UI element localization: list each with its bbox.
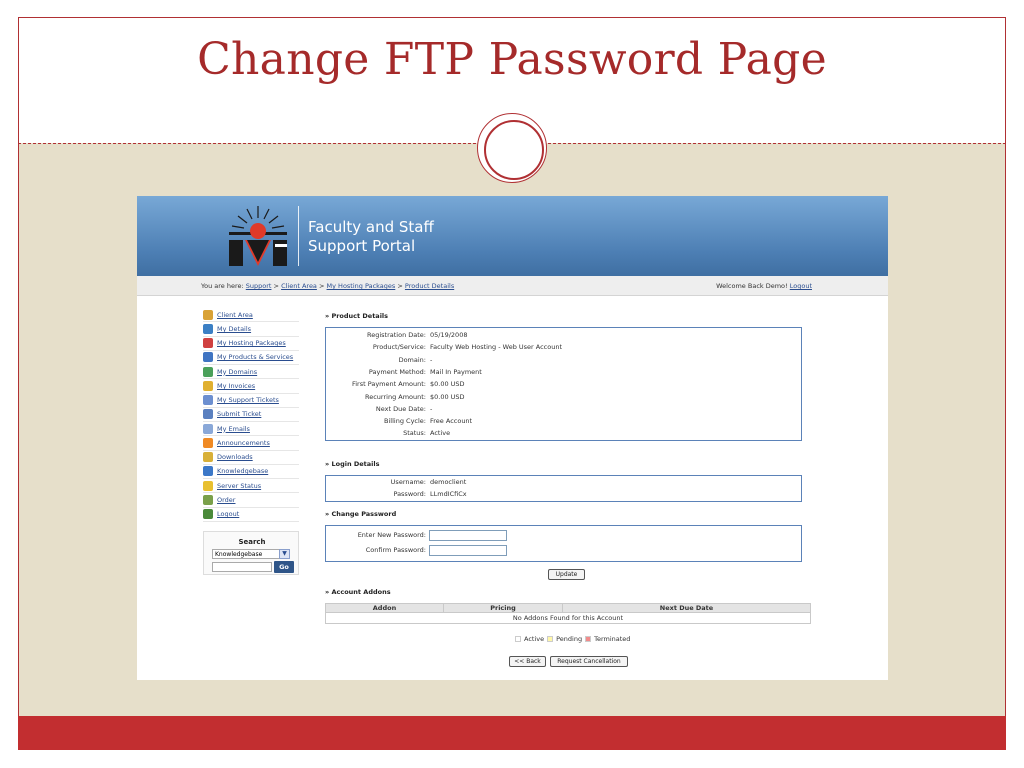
download-icon — [203, 452, 213, 462]
star-icon — [203, 481, 213, 491]
breadcrumb — [201, 282, 454, 290]
sidebar-item-label[interactable]: Server Status — [217, 481, 262, 490]
detail-label: Password: — [393, 489, 426, 498]
slide-title: Change FTP Password Page — [197, 34, 827, 85]
logo-divider — [298, 206, 299, 266]
sidebar-item[interactable] — [203, 337, 299, 351]
sidebar-item[interactable] — [203, 351, 299, 365]
welcome-text: Welcome Back Demo! — [716, 282, 788, 290]
back-button[interactable]: << Back — [509, 656, 546, 667]
breadcrumb-client-area[interactable]: Client Area — [281, 282, 317, 290]
globe-icon — [203, 367, 213, 377]
detail-label: Username: — [390, 478, 426, 486]
logout-link[interactable]: Logout — [789, 282, 812, 290]
logout-icon — [203, 509, 213, 519]
welcome-message — [716, 282, 812, 290]
detail-value: 05/19/2008 — [430, 331, 468, 339]
sidebar-item[interactable] — [203, 308, 299, 322]
info-icon — [203, 466, 213, 476]
search-category-select[interactable]: Knowledgebase — [212, 549, 280, 559]
sidebar-item-label[interactable]: Order — [217, 495, 236, 504]
sidebar-item[interactable] — [203, 322, 299, 336]
sidebar-item[interactable] — [203, 408, 299, 422]
detail-label: Product/Service: — [372, 343, 426, 352]
submit-icon — [203, 409, 213, 419]
new-password-label: Enter New Password: — [357, 531, 426, 539]
addons-table-header — [326, 604, 810, 613]
detail-value: LLmdICfiCx — [430, 489, 467, 498]
sidebar-item[interactable] — [203, 479, 299, 493]
sidebar-item[interactable] — [203, 465, 299, 479]
breadcrumb-hosting-packages[interactable]: My Hosting Packages — [326, 282, 396, 290]
detail-value: Free Account — [430, 417, 473, 426]
login-details-heading: » Login Details — [325, 460, 380, 468]
sidebar-item-label[interactable]: My Details — [217, 324, 252, 333]
cart-icon — [203, 495, 213, 505]
sidebar-item-label[interactable]: My Hosting Packages — [217, 339, 286, 348]
detail-value: - — [430, 404, 433, 413]
portal-logo-icon — [227, 204, 289, 268]
breadcrumb-prefix: You are here: — [201, 282, 244, 290]
ticket-icon — [203, 395, 213, 405]
login-details-box — [325, 475, 802, 502]
detail-label: Registration Date: — [367, 331, 426, 339]
portal-header — [137, 196, 888, 276]
portal-title-line1: Faculty and Staff — [308, 218, 434, 236]
breadcrumb-support[interactable]: Support — [245, 282, 272, 290]
sidebar-item[interactable] — [203, 422, 299, 436]
sidebar-item[interactable] — [203, 451, 299, 465]
breadcrumb-product-details[interactable]: Product Details — [404, 282, 455, 290]
search-go-button[interactable]: Go — [274, 561, 294, 573]
status-legend — [512, 635, 630, 643]
detail-value: Active — [430, 429, 451, 438]
detail-label: Billing Cycle: — [384, 417, 426, 426]
sidebar-item-label[interactable]: My Support Tickets — [217, 396, 279, 405]
home-icon — [203, 310, 213, 320]
rss-icon — [203, 438, 213, 448]
legend-label: Terminated — [594, 635, 631, 643]
column-next-due-date: Next Due Date — [659, 604, 714, 612]
sidebar-item[interactable] — [203, 394, 299, 408]
chevron-down-icon[interactable]: ▼ — [279, 549, 290, 559]
sidebar-item[interactable] — [203, 508, 299, 522]
sidebar-item-label[interactable]: Logout — [217, 510, 240, 519]
request-cancellation-button[interactable]: Request Cancellation — [550, 656, 628, 667]
sidebar-item[interactable] — [203, 493, 299, 507]
account-addons-heading: » Account Addons — [325, 588, 391, 596]
detail-value: Faculty Web Hosting - Web User Account — [430, 343, 563, 352]
detail-value: Mail In Payment — [430, 367, 482, 376]
detail-label: Status: — [403, 429, 426, 438]
sidebar-item-label[interactable]: My Products & Services — [217, 353, 294, 362]
detail-value: - — [430, 355, 433, 364]
breadcrumb-separator: > — [397, 282, 403, 290]
detail-value: $0.00 USD — [430, 380, 465, 389]
breadcrumb-separator: > — [273, 282, 279, 290]
legend-swatch — [515, 636, 521, 642]
detail-label: Domain: — [398, 355, 426, 364]
confirm-password-input[interactable] — [429, 545, 507, 556]
detail-label: First Payment Amount: — [351, 380, 426, 389]
addons-empty-message: No Addons Found for this Account — [512, 614, 624, 622]
column-addon: Addon — [326, 604, 444, 612]
sidebar-item-label[interactable]: My Domains — [217, 367, 258, 376]
detail-label: Payment Method: — [368, 367, 426, 376]
invoice-icon — [203, 381, 213, 391]
package-icon — [203, 338, 213, 348]
breadcrumb-separator: > — [319, 282, 325, 290]
breadcrumb-bar — [137, 276, 888, 296]
sidebar-item-label[interactable]: Announcements — [217, 438, 270, 447]
detail-label: Recurring Amount: — [365, 392, 426, 401]
sidebar-item-label[interactable]: Client Area — [217, 310, 253, 319]
portal-title — [308, 218, 434, 256]
sidebar-item[interactable] — [203, 379, 299, 393]
legend-swatch — [585, 636, 591, 642]
portal-title-line2: Support Portal — [308, 237, 416, 255]
sidebar-item-label[interactable]: Submit Ticket — [217, 410, 262, 419]
update-button[interactable]: Update — [548, 569, 585, 580]
column-pricing: Pricing — [444, 604, 563, 612]
user-icon — [203, 324, 213, 334]
product-details-heading: » Product Details — [325, 312, 389, 320]
sidebar-search — [203, 531, 299, 575]
sidebar-item[interactable] — [203, 436, 299, 450]
legend-label: Pending — [556, 635, 583, 643]
search-title: Search — [238, 538, 266, 546]
product-details-box — [325, 327, 802, 441]
email-icon — [203, 424, 213, 434]
sidebar-item-label[interactable]: My Emails — [217, 424, 250, 433]
detail-label: Next Due Date: — [375, 404, 426, 413]
search-input[interactable] — [212, 562, 272, 572]
slide-footer-bar — [18, 716, 1006, 750]
legend-swatch — [547, 636, 553, 642]
sidebar-item-label[interactable]: My Invoices — [217, 381, 256, 390]
new-password-input[interactable] — [429, 530, 507, 541]
addons-table — [325, 603, 811, 624]
change-password-box — [325, 525, 802, 562]
chart-icon — [203, 352, 213, 362]
change-password-heading: » Change Password — [325, 510, 397, 518]
circle-ornament-icon — [477, 113, 547, 183]
legend-label: Active — [524, 635, 545, 643]
sidebar-item-label[interactable]: Knowledgebase — [217, 467, 269, 476]
sidebar-item-label[interactable]: Downloads — [217, 453, 253, 462]
detail-value: democlient — [430, 478, 467, 486]
detail-value: $0.00 USD — [430, 392, 465, 401]
confirm-password-label: Confirm Password: — [365, 546, 426, 554]
portal-screenshot — [137, 196, 888, 680]
sidebar-nav — [203, 308, 299, 522]
sidebar-item[interactable] — [203, 365, 299, 379]
